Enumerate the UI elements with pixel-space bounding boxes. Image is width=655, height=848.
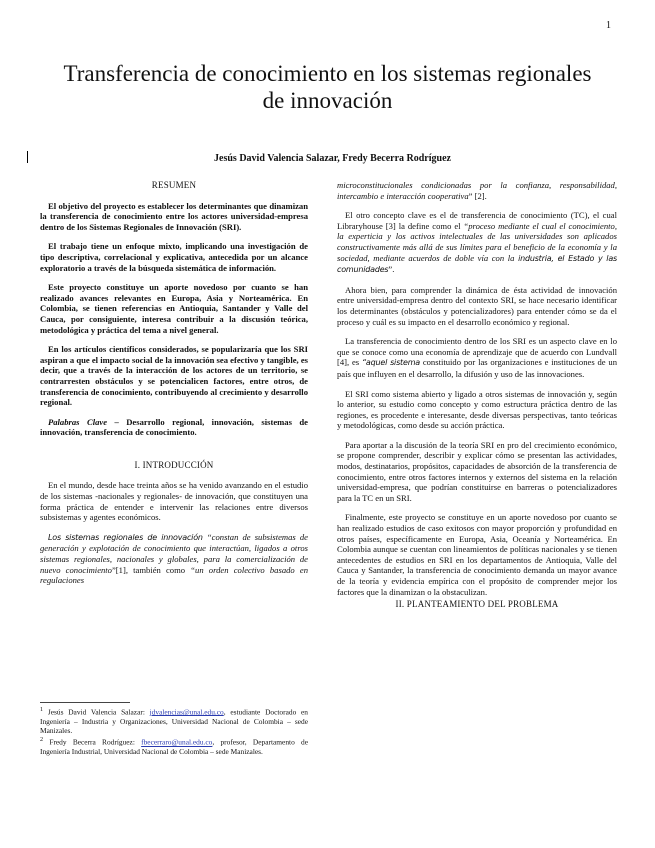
keywords <box>40 417 308 438</box>
continuation-quote: microconstitucionales condicionadas por la confianza, responsabilidad, intercambio e interacción cooperativa <box>337 180 617 201</box>
tc-quote-end: industria, el Estado y las comunidades <box>337 253 617 275</box>
dynamics-paragraph: Ahora bien, para comprender la dinámica de ésta actividad de innovación entre universidad-empresa dentro del contexto SRI, se hace necesario identificar los determinantes (obstáculos y potencializadores) para entender cómo se da el proceso y cuál es su impacto en el desarrollo económico y regional. <box>337 284 617 327</box>
paper-title: Transferencia de conocimiento en los sistemas regionales de innovación <box>63 61 592 113</box>
footnote-2 <box>40 736 308 756</box>
learning-quote: “aquel sistema <box>361 358 421 368</box>
text-cursor <box>27 151 28 163</box>
footnotes <box>40 706 308 757</box>
authors: Jesús David Valencia Salazar, Fredy Becerra Rodríguez <box>214 153 451 164</box>
intro-paragraph-1: En el mundo, desde hace treinta años se ha venido avanzando en el estudio de los sistemas -nacionales y regionales- de innovación, que constituyen una forma práctica de entender e intervenir las relaciones entre diversos subsistemas y agentes económicos. <box>40 480 308 523</box>
abstract-paragraph-4: En los artículos científicos considerados, se popularizaría que los SRI aspiran a que el impacto social de la innovación sea efectivo y tangible, es decir, que a través de la interacción de los actores de un territorio, se contrarresten obstáculos y se potencialicen factores, entre otros, de transferencia de conocimiento, contribuyendo al crecimiento y desarrollo regional. <box>40 344 308 408</box>
learning-text-b: constituido por las organizaciones e instituciones de un país que influyen en el desarrollo, la difusión y uso de las innovaciones. <box>337 357 618 379</box>
tc-quote: “proceso mediante el cual el conocimiento, la experticia y los activos intelectuales de las universidades son aplicados constructivamente más allá de sus límites para el beneficio de la economía y la sociedad, mediante acuerdos de doble vía con la <box>337 220 617 263</box>
footnote-2-email-link[interactable]: fbecerraro@unal.edu.co <box>141 737 213 747</box>
intro-paragraph-2 <box>40 532 308 586</box>
abstract-heading: RESUMEN <box>151 180 197 190</box>
footnote-2-text-b: , profesor, Departamento de Ingeniería Industrial, Universidad Nacional de Colombia – sede Manizales. <box>40 737 308 757</box>
abstract-paragraph-1: El objetivo del proyecto es establecer los determinantes que dinamizan la transferencia de conocimiento entre los actores universidad-empresa dentro de los Sistemas Regionales de Innovación (SRI). <box>40 200 308 232</box>
page-number: 1 <box>606 20 611 31</box>
intro-quote-tail: “un orden colectivo basado en regulaciones <box>40 564 308 586</box>
continuation-reference: ” [2]. <box>468 190 487 201</box>
intro-reference: ”[1], también como <box>111 564 186 575</box>
abstract-paragraph-2: El trabajo tiene un enfoque mixto, implicando una investigación de tipo descriptiva, correlacional y explicativa, antecedida por un alcance exploratorio a través de la búsqueda sistemática de información. <box>40 241 308 273</box>
tc-text-end: ”. <box>388 264 395 275</box>
problem-heading: II. PLANTEAMIENTO DEL PROBLEMA <box>395 599 559 610</box>
intro-quote: “constan de subsistemas de generación y explotación de conocimiento que interactúan, ligados a otros sistemas regionales, nacionales y globales, para la comercialización de nuevo conocimiento <box>40 531 308 575</box>
footnote-1-text-a: Jesús David Valencia Salazar: <box>47 707 150 717</box>
footnote-1 <box>40 706 308 735</box>
tc-paragraph <box>337 210 617 276</box>
keywords-label: Palabras Clave <box>48 416 108 427</box>
contribution-paragraph: Para aportar a la discusión de la teoría SRI en pro del crecimiento económico, se propone comprender, describir y explicar cómo se presentan las actividades, modos, destinatarios, propósitos, capacidades de absorción de la transferencia de conocimiento, entre otros factores internos y externos del sistema en la relación universidad-empresa, que podrían constituirse en barreras o potencializadores para la TC en un SRI. <box>337 439 617 503</box>
left-column <box>40 180 308 595</box>
footnote-1-text-b: , estudiante Doctorado en Ingeniería – Industria y Organizaciones, Universidad Nacional de Colombia – sede Manizales. <box>40 707 308 736</box>
learning-text-a: La transferencia de conocimiento dentro de los SRI es un aspecto clave en lo que se conoce como una economía de aprendizaje que de acuerdo con Lundvall [4], es <box>337 336 617 368</box>
footnote-1-number: 1 <box>40 707 44 713</box>
open-system-paragraph: El SRI como sistema abierto y ligado a otros sistemas de innovación y, según lo anterior, su estudio como concepto y como estructura práctica dentro de las regiones, es procedente e interesante, desde diversas perspectivas, tanto teóricas y metodológicas, como desde su acción práctica. <box>337 388 617 431</box>
learning-economy-paragraph <box>337 336 617 379</box>
intro-lead-phrase: Los sistemas regionales de innovación <box>48 532 203 542</box>
tc-text-a: El otro concepto clave es el de transferencia de conocimiento (TC), el cual Libraryhouse [3] la define como el <box>337 210 617 231</box>
footnote-2-number: 2 <box>40 737 44 744</box>
footnote-1-email-link[interactable]: jdvalencias@unal.edu.co <box>149 707 224 717</box>
finally-paragraph: Finalmente, este proyecto se constituye en un aporte novedoso por cuanto se han realizado estudios de caso exitosos con mayor proporción y profundidad en otros países, específicamente en Europa, Asia, Oceanía y Norteamérica. En Colombia aunque se cuentan con lineamientos de políticas nacionales y se tienen antecedentes de estudios en SRI en los departamentos de Antioquia, Valle del Cauca y Santander, la transferencia de conocimiento demanda un mayor avance de la teoría y evidencia empírica con el propósito de comprender mejor los factores que la dinamizan o la obstaculizan. <box>337 512 617 597</box>
abstract-paragraph-3: Este proyecto constituye un aporte novedoso por cuanto se han realizado avances relevantes en Europa, Asia y Norteamérica. En Colombia, se tienen referencias en Antioquia, Santander y Valle del Cauca, por consiguiente, interesa contribuir a la discusión teórica, metodológica y práctica del tema a nivel general. <box>40 282 308 335</box>
continuation-paragraph <box>337 180 617 201</box>
keywords-text: – Desarrollo regional, innovación, sistemas de innovación, transferencia de conocimiento. <box>40 416 308 438</box>
footnote-2-text-a: Fredy Becerra Rodríguez: <box>49 737 142 747</box>
intro-heading: I. INTRODUCCIÓN <box>134 459 214 470</box>
footnote-rule <box>40 702 130 703</box>
right-column <box>337 180 617 620</box>
